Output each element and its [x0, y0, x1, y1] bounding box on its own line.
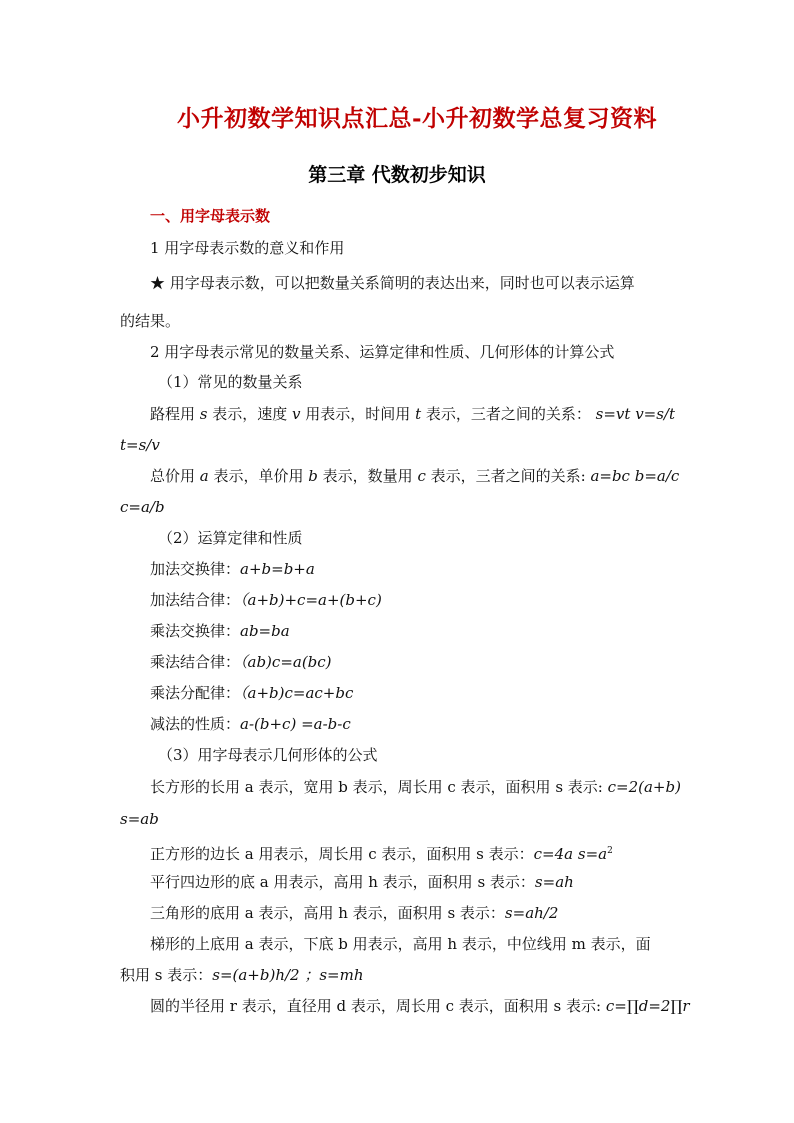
subheading-geometry: （3）用字母表示几何形体的公式	[158, 746, 378, 764]
formula: c=4a s=a	[533, 845, 608, 863]
formula: s=(a+b)h/2 ；s=mh	[212, 966, 364, 984]
var: a	[199, 467, 209, 485]
text: 三角形的底用 a 表示，高用 h 表示，面积用 s 表示：	[150, 904, 505, 922]
law-formula: （a+b)c=ac+bc	[240, 684, 354, 702]
text: 表示，速度	[207, 405, 293, 423]
text: 正方形的边长 a 用表示，周长用 c 表示，面积用 s 表示：	[150, 845, 534, 863]
paragraph-1: 1 用字母表示数的意义和作用	[150, 239, 345, 257]
text: 积用 s 表示：	[120, 966, 213, 984]
price-formula-cont: c=a/b	[120, 498, 165, 516]
law-label: 乘法交换律：	[150, 622, 241, 640]
var: s	[199, 405, 208, 423]
circle-formula	[150, 996, 690, 1016]
text: 总价用	[150, 467, 200, 485]
paragraph-3: 2 用字母表示常见的数量关系、运算定律和性质、几何形体的计算公式	[150, 343, 615, 361]
price-relation	[150, 466, 679, 486]
var: c	[417, 467, 426, 485]
law-row	[150, 652, 332, 672]
formula: a=bc b=a/c	[590, 467, 680, 485]
rectangle-formula	[150, 777, 681, 797]
text: 表示，数量用	[317, 467, 418, 485]
law-row	[150, 714, 351, 734]
triangle-formula	[150, 903, 558, 923]
formula: c=2(a+b)	[607, 778, 681, 796]
law-formula: （ab)c=a(bc)	[240, 653, 332, 671]
law-formula: （a+b)+c=a+(b+c)	[240, 591, 382, 609]
law-label: 减法的性质：	[150, 715, 241, 733]
text: 长方形的长用 a 表示，宽用 b 表示，周长用 c 表示，面积用 s 表示:	[150, 778, 608, 796]
subheading-laws: （2）运算定律和性质	[158, 529, 303, 547]
text: 表示，三者之间的关系：	[421, 405, 591, 423]
text: 平行四边形的底 a 用表示，高用 h 表示，面积用 s 表示：	[150, 873, 535, 891]
formula: c=∏d=2∏r	[605, 997, 690, 1015]
section-heading: 一、用字母表示数	[150, 207, 271, 225]
var: b	[308, 467, 318, 485]
text: 圆的半径用 r 表示，直径用 d 表示，周长用 c 表示，面积用 s 表示:	[150, 997, 606, 1015]
speed-relation	[150, 404, 675, 424]
paragraph-2-cont: 的结果。	[120, 312, 181, 330]
exponent: 2	[607, 846, 613, 856]
formula: s=ah/2	[504, 904, 559, 922]
formula: s=ah	[534, 873, 574, 891]
law-row	[150, 559, 315, 579]
var: t	[415, 405, 422, 423]
parallelogram-formula	[150, 872, 574, 892]
law-label: 加法结合律：	[150, 591, 241, 609]
square-formula	[150, 841, 613, 864]
law-formula: a+b=b+a	[240, 560, 315, 578]
law-label: 乘法结合律：	[150, 653, 241, 671]
subheading-quantities: （1）常见的数量关系	[158, 373, 303, 391]
law-row	[150, 590, 382, 610]
formula: s=vt v=s/t	[595, 405, 676, 423]
law-label: 加法交换律：	[150, 560, 241, 578]
rectangle-formula-cont: s=ab	[120, 810, 159, 828]
text: 用表示，时间用	[300, 405, 416, 423]
text: 表示，三者之间的关系:	[425, 467, 591, 485]
law-row	[150, 683, 353, 703]
trapezoid-formula-cont	[120, 965, 364, 985]
law-row	[150, 621, 290, 641]
text: 路程用	[150, 405, 200, 423]
speed-formula-cont: t=s/v	[120, 436, 160, 454]
chapter-heading: 第三章 代数初步知识	[308, 164, 486, 186]
paragraph-2: ★ 用字母表示数，可以把数量关系简明的表达出来，同时也可以表示运算	[150, 274, 635, 292]
law-formula: a-(b+c) =a-b-c	[240, 715, 351, 733]
text: 表示，单价用	[208, 467, 309, 485]
trapezoid-formula: 梯形的上底用 a 表示，下底 b 用表示，高用 h 表示，中位线用 m 表示，面	[150, 935, 651, 953]
var: v	[292, 405, 301, 423]
document-title: 小升初数学知识点汇总-小升初数学总复习资料	[176, 105, 658, 132]
law-label: 乘法分配律：	[150, 684, 241, 702]
law-formula: ab=ba	[240, 622, 290, 640]
